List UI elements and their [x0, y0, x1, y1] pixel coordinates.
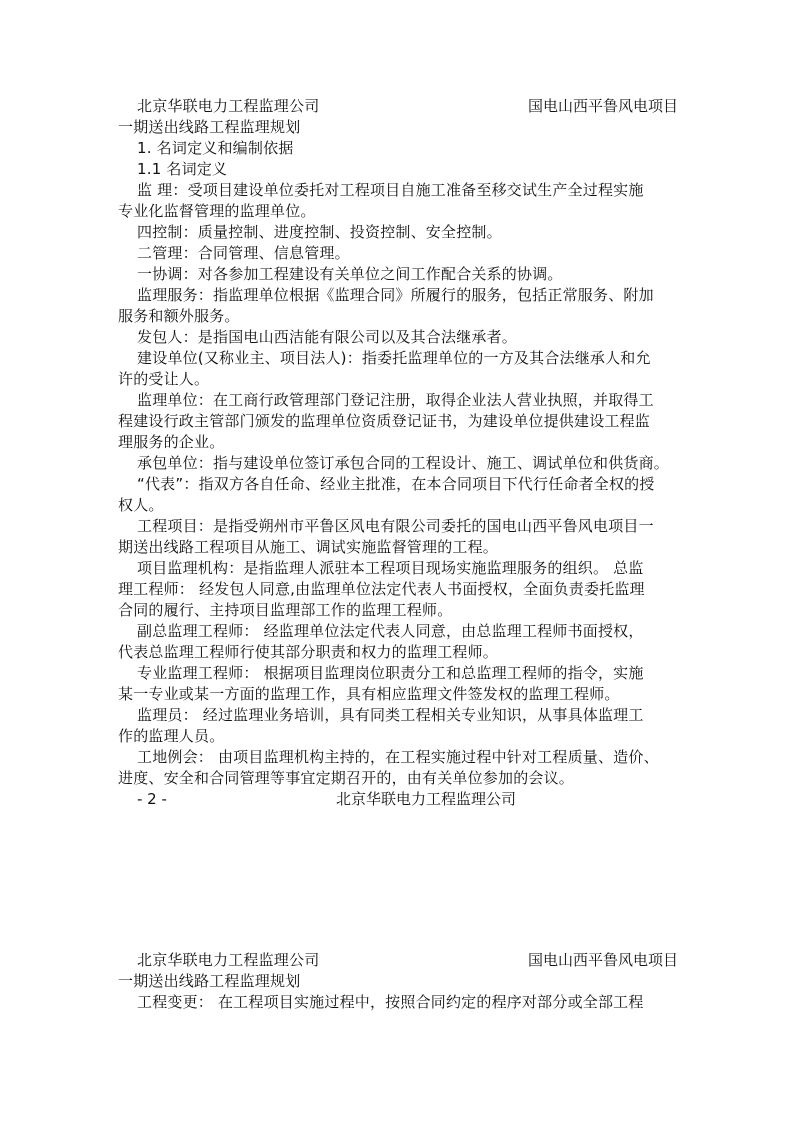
page-number: - 2 - [137, 790, 167, 808]
paragraph-line: 权人。 [118, 496, 164, 514]
paragraph-line: 服务和额外服务。 [118, 307, 240, 325]
paragraph-line: 监理单位：在工商行政管理部门登记注册，取得企业法人营业执照，并取得工 [137, 391, 654, 409]
page1-header-cont: 一期送出线路工程监理规划 [118, 118, 301, 136]
paragraph-line: 理服务的企业。 [118, 433, 225, 451]
paragraph-line: 许的受让人。 [118, 370, 210, 388]
paragraph-line: 监理服务：指监理单位根据《监理合同》所履行的服务，包括正常服务、附加 [137, 286, 654, 304]
paragraph-line: 项目监理机构：是指监理人派驻本工程项目现场实施监理服务的组织。 总监 [137, 559, 644, 577]
paragraph-line: 监理员： 经过监理业务培训，具有同类工程相关专业知识，从事具体监理工 [137, 706, 644, 724]
paragraph-line: 工程变更： 在工程项目实施过程中，按照合同约定的程序对部分或全部工程 [137, 993, 644, 1011]
footer-company: 北京华联电力工程监理公司 [336, 790, 517, 808]
paragraph-line: 作的监理人员。 [118, 727, 225, 745]
subsection-heading: 1.1 名词定义 [137, 160, 228, 178]
paragraph-line: 四控制：质量控制、进度控制、投资控制、安全控制。 [137, 223, 502, 241]
paragraph-line: 监 理：受项目建设单位委托对工程项目自施工准备至移交试生产全过程实施 [137, 181, 644, 199]
paragraph-line: “代表”：指双方各自任命、经业主批准，在本合同项目下代行任命者全权的授 [137, 475, 655, 493]
paragraph-line: 进度、安全和合同管理等事宜定期召开的，由有关单位参加的会议。 [118, 769, 575, 787]
paragraph-line: 工地例会： 由项目监理机构主持的，在工程实施过程中针对工程质量、造价、 [137, 748, 659, 766]
paragraph-line: 合同的履行、主持项目监理部工作的监理工程师。 [118, 601, 453, 619]
paragraph-line: 发包人：是指国电山西洁能有限公司以及其合法继承者。 [137, 328, 518, 346]
paragraph-line: 承包单位：指与建设单位签订承包合同的工程设计、施工、调试单位和供货商。 [137, 454, 670, 472]
paragraph-line: 某一专业或某一方面的监理工作，具有相应监理文件签发权的监理工程师。 [118, 685, 620, 703]
paragraph-line: 二管理：合同管理、信息管理。 [137, 244, 350, 262]
paragraph-line: 程建设行政主管部门颁发的监理单位资质登记证书，为建设单位提供建设工程监 [118, 412, 651, 430]
paragraph-line: 理工程师： 经发包人同意,由监理单位法定代表人书面授权，全面负责委托监理 [118, 580, 645, 598]
paragraph-line: 工程项目：是指受朔州市平鲁区风电有限公司委托的国电山西平鲁风电项目一 [137, 517, 654, 535]
paragraph-line: 代表总监理工程师行使其部分职责和权力的监理工程师。 [118, 643, 499, 661]
page1-header-left: 北京华联电力工程监理公司 [137, 97, 320, 115]
paragraph-line: 一协调：对各参加工程建设有关单位之间工作配合关系的协调。 [137, 265, 563, 283]
paragraph-line: 专业化监督管理的监理单位。 [118, 202, 316, 220]
paragraph-line: 副总监理工程师： 经监理单位法定代表人同意，由总监理工程师书面授权， [137, 622, 644, 640]
paragraph-line: 专业监理工程师： 根据项目监理岗位职责分工和总监理工程师的指令，实施 [137, 664, 644, 682]
page2-header-cont: 一期送出线路工程监理规划 [118, 972, 301, 990]
page2-header-left: 北京华联电力工程监理公司 [137, 951, 320, 969]
paragraph-line: 期送出线路工程项目从施工、调试实施监督管理的工程。 [118, 538, 499, 556]
page1-header-right: 国电山西平鲁风电项目 [527, 97, 678, 115]
paragraph-line: 建设单位(又称业主、项目法人)：指委托监理单位的一方及其合法继承人和允 [137, 349, 651, 367]
page2-header-right: 国电山西平鲁风电项目 [527, 951, 678, 969]
section-heading: 1. 名词定义和编制依据 [137, 139, 294, 157]
